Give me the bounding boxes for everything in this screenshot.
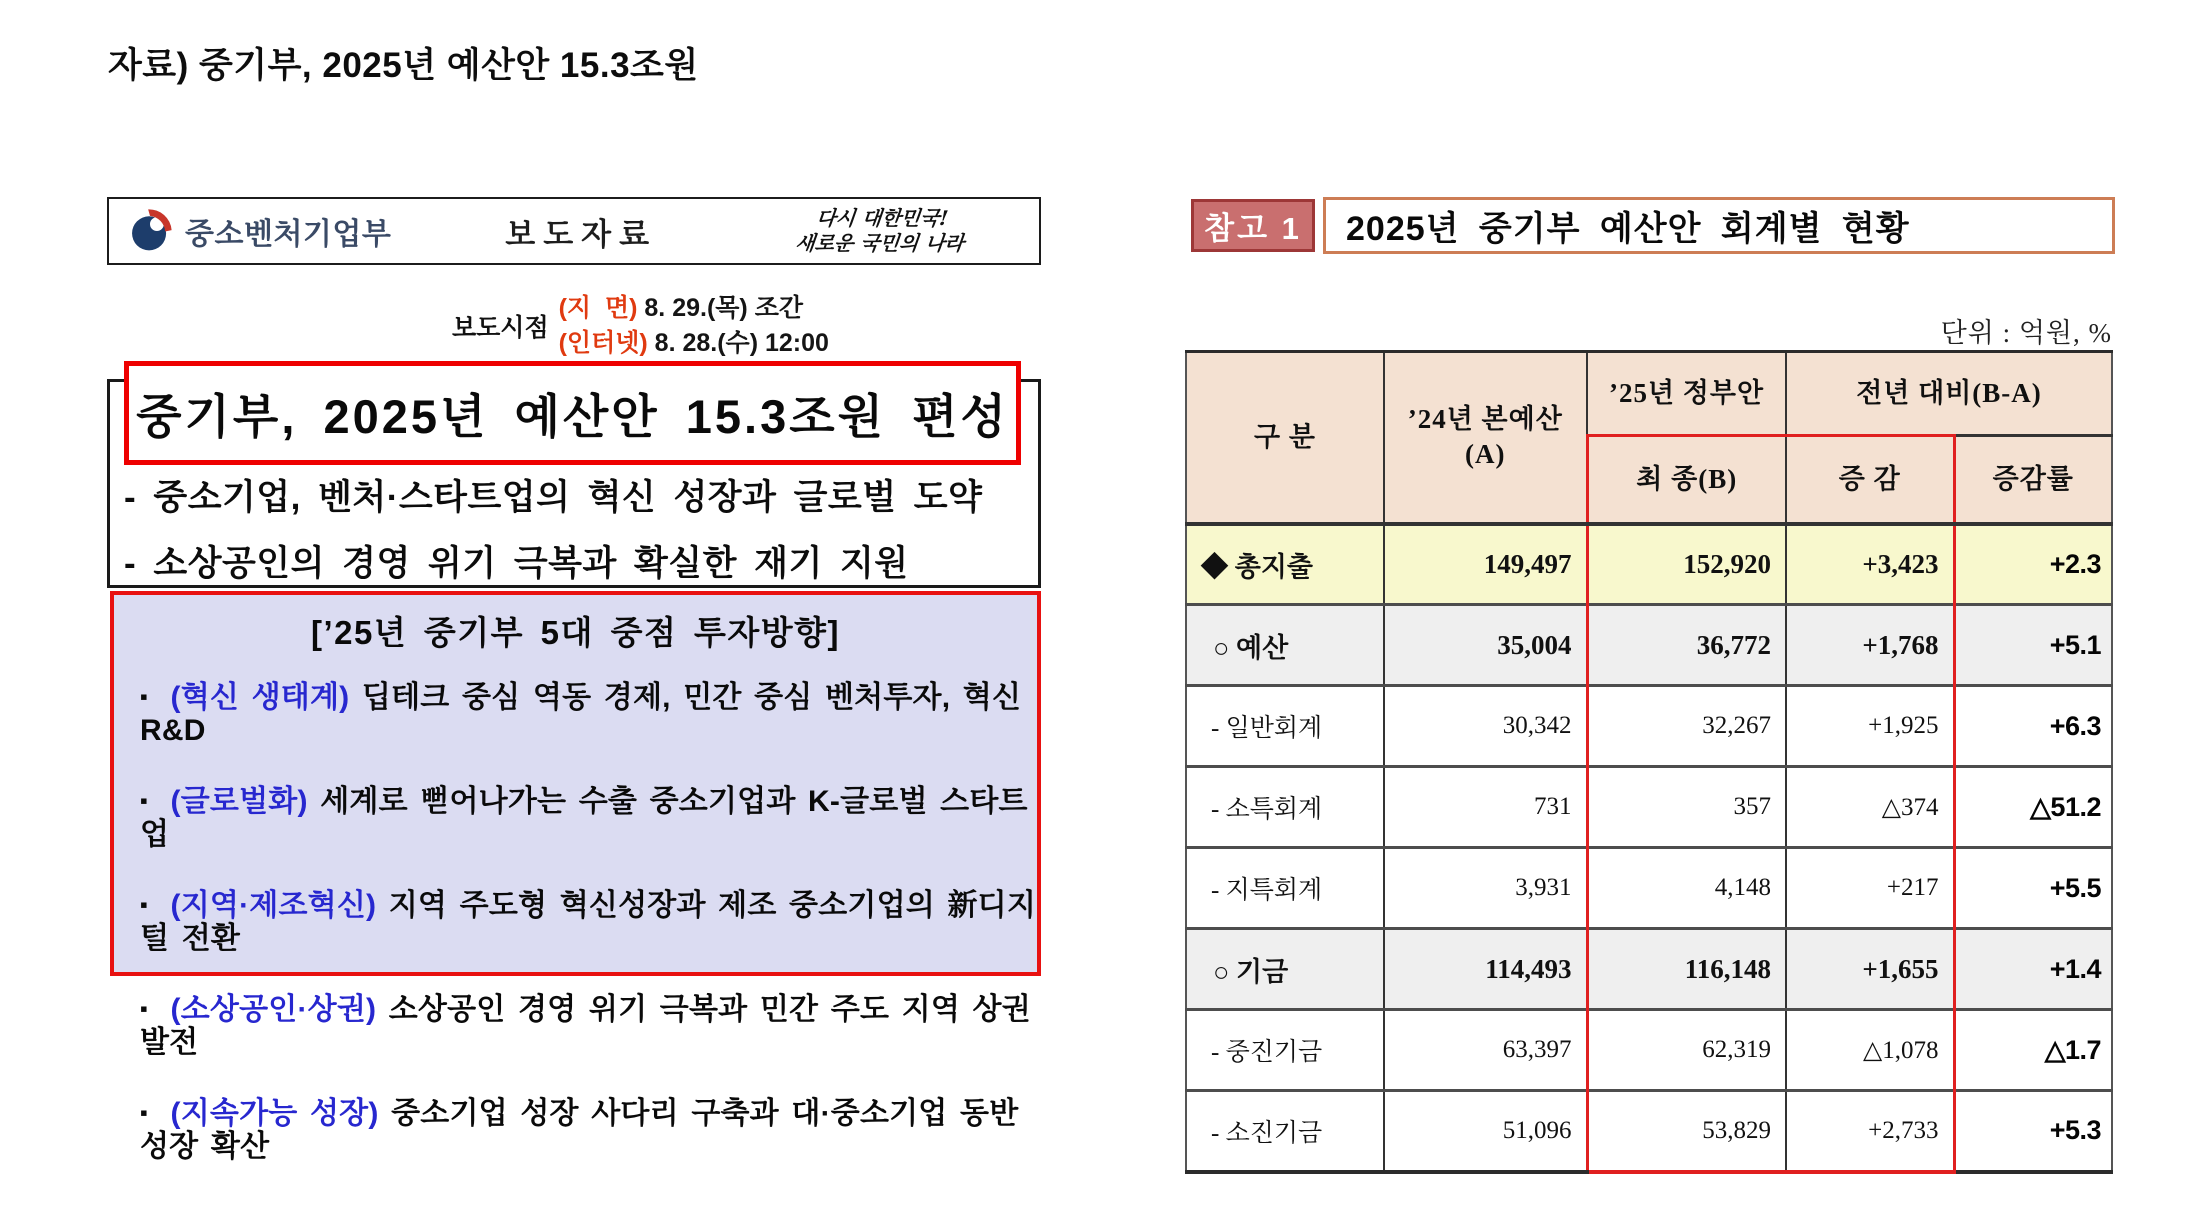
investment-directions-title: [’25년 중기부 5대 중점 투자방향] xyxy=(310,614,841,651)
table-row xyxy=(1186,605,2112,686)
investment-directions-list xyxy=(114,681,1037,1163)
value-change-rate: +5.3 xyxy=(1954,1091,2112,1172)
table-row xyxy=(1186,1010,2112,1091)
item-text: 소상공인 경영 위기 극복과 민간 주도 지역 상권 발전 xyxy=(140,993,1031,1059)
timing-value: 8. 28.(수) 12:00 xyxy=(654,329,829,357)
value-change: +2,733 xyxy=(1786,1091,1954,1172)
value-change: △374 xyxy=(1786,767,1954,848)
bullet-icon: ▪ xyxy=(140,996,148,1021)
press-timing-line xyxy=(559,326,829,361)
government-emblem-icon xyxy=(127,208,173,254)
item-tag: (지역·제조혁신) xyxy=(170,889,377,922)
value-change-rate: +2.3 xyxy=(1954,524,2112,605)
row-label: - 일반회계 xyxy=(1186,686,1384,767)
bullet-icon: ▪ xyxy=(140,892,148,917)
press-headline: 중기부, 2025년 예산안 15.3조원 편성 xyxy=(136,389,1009,443)
header-2025-plan: ’25년 정부안 xyxy=(1587,352,1786,436)
table-row xyxy=(1186,686,2112,767)
value-change: +1,768 xyxy=(1786,605,1954,686)
slogan-line-1: 다시 대한민국! xyxy=(815,206,950,230)
table-row xyxy=(1186,767,2112,848)
list-item xyxy=(140,993,1037,1059)
reference-badge: 참고 1 xyxy=(1191,199,1315,252)
value-change-rate: +1.4 xyxy=(1954,929,2112,1010)
table-row xyxy=(1186,1091,2112,1172)
table-row xyxy=(1186,929,2112,1010)
value-change-rate: +5.1 xyxy=(1954,605,2112,686)
reference-title: 2025년 중기부 예산안 회계별 현황 xyxy=(1346,210,1910,248)
item-tag: (글로벌화) xyxy=(170,785,308,818)
value-2024: 35,004 xyxy=(1384,605,1587,686)
value-2024: 30,342 xyxy=(1384,686,1587,767)
item-text: 지역 주도형 혁신성장과 제조 중소기업의 新디지털 전환 xyxy=(140,889,1037,955)
headline-red-highlight-box xyxy=(124,361,1021,465)
value-2024: 731 xyxy=(1384,767,1587,848)
press-release-header xyxy=(107,197,1041,265)
value-2025-final: 62,319 xyxy=(1587,1010,1786,1091)
table-unit-label: 단위 : 억원, % xyxy=(1940,318,2112,348)
value-2024: 114,493 xyxy=(1384,929,1587,1010)
value-change: +3,423 xyxy=(1786,524,1954,605)
value-2025-final: 32,267 xyxy=(1587,686,1786,767)
timing-channel: (지 면) xyxy=(558,294,638,322)
press-timing-label: 보도시점 xyxy=(452,314,549,342)
value-2025-final: 152,920 xyxy=(1587,524,1786,605)
value-2025-final: 116,148 xyxy=(1587,929,1786,1010)
item-text: 중소기업 성장 사다리 구축과 대·중소기업 동반성장 확산 xyxy=(140,1097,1019,1163)
header-change: 증 감 xyxy=(1786,436,1954,524)
header-change-rate: 증감률 xyxy=(1954,436,2112,524)
value-2024: 149,497 xyxy=(1384,524,1587,605)
value-2025-final: 4,148 xyxy=(1587,848,1786,929)
value-change-rate: △1.7 xyxy=(1954,1010,2112,1091)
value-change: +1,925 xyxy=(1786,686,1954,767)
value-2025-final: 357 xyxy=(1587,767,1786,848)
bullet-icon: ▪ xyxy=(140,788,148,813)
government-slogan xyxy=(738,206,1023,256)
item-text: 딥테크 중심 역동 경제, 민간 중심 벤처투자, 혁신 R&D xyxy=(140,681,1022,747)
value-change: +217 xyxy=(1786,848,1954,929)
value-2024: 51,096 xyxy=(1384,1091,1587,1172)
item-tag: (지속가능 성장) xyxy=(170,1097,379,1130)
header-2024-budget xyxy=(1384,352,1587,524)
list-item xyxy=(140,785,1037,851)
value-change: +1,655 xyxy=(1786,929,1954,1010)
budget-table-wrapper xyxy=(1185,350,2113,1174)
header-2024-line1: ’24년 본예산 xyxy=(1407,404,1563,435)
investment-directions-box xyxy=(110,591,1041,1163)
table-row xyxy=(1186,524,2112,605)
doc-type-label: 보도자료 xyxy=(505,216,658,252)
row-label: - 소진기금 xyxy=(1186,1091,1384,1172)
header-category: 구 분 xyxy=(1186,352,1384,524)
item-text: 세계로 뻗어나가는 수출 중소기업과 K-글로벌 스타트업 xyxy=(140,785,1028,851)
value-change-rate: +5.5 xyxy=(1954,848,2112,929)
list-item xyxy=(140,1097,1037,1163)
timing-value: 8. 29.(목) 조간 xyxy=(644,294,804,322)
row-label: ○ 예산 xyxy=(1186,605,1384,686)
bullet-icon: ▪ xyxy=(140,684,148,709)
value-2024: 63,397 xyxy=(1384,1010,1587,1091)
value-2024: 3,931 xyxy=(1384,848,1587,929)
row-label: - 소특회계 xyxy=(1186,767,1384,848)
header-final-b: 최 종(B) xyxy=(1587,436,1786,524)
press-subhead: - 중소기업, 벤처·스타트업의 혁신 성장과 글로벌 도약 xyxy=(124,478,983,517)
row-label: - 중진기금 xyxy=(1186,1010,1384,1091)
timing-channel: (인터넷) xyxy=(558,329,648,357)
value-change: △1,078 xyxy=(1786,1010,1954,1091)
header-yoy: 전년 대비(B-A) xyxy=(1786,352,2112,436)
press-timing-lines xyxy=(559,291,829,361)
row-label: ○ 기금 xyxy=(1186,929,1384,1010)
list-item xyxy=(140,889,1037,955)
item-tag: (혁신 생태계) xyxy=(170,681,350,714)
budget-table xyxy=(1185,350,2113,1174)
press-timing-line xyxy=(559,291,829,326)
header-2024-line2: (A) xyxy=(1465,439,1506,470)
reference-title-box xyxy=(1323,197,2115,254)
press-subhead: - 소상공인의 경영 위기 극복과 확실한 재기 지원 xyxy=(124,544,909,583)
row-label: - 지특회계 xyxy=(1186,848,1384,929)
table-header-row-1 xyxy=(1186,352,2112,436)
list-item xyxy=(140,681,1037,747)
value-change-rate: +6.3 xyxy=(1954,686,2112,767)
value-2025-final: 36,772 xyxy=(1587,605,1786,686)
value-2025-final: 53,829 xyxy=(1587,1091,1786,1172)
item-tag: (소상공인·상권) xyxy=(170,993,377,1026)
table-row xyxy=(1186,848,2112,929)
slogan-line-2: 새로운 국민의 나라 xyxy=(794,231,966,255)
bullet-icon: ▪ xyxy=(140,1100,148,1125)
row-label: ◆ 총지출 xyxy=(1186,524,1384,605)
value-change-rate: △51.2 xyxy=(1954,767,2112,848)
ministry-name: 중소벤처기업부 xyxy=(185,218,392,251)
press-timing xyxy=(452,291,829,361)
page-caption: 자료) 중기부, 2025년 예산안 15.3조원 xyxy=(108,46,699,85)
